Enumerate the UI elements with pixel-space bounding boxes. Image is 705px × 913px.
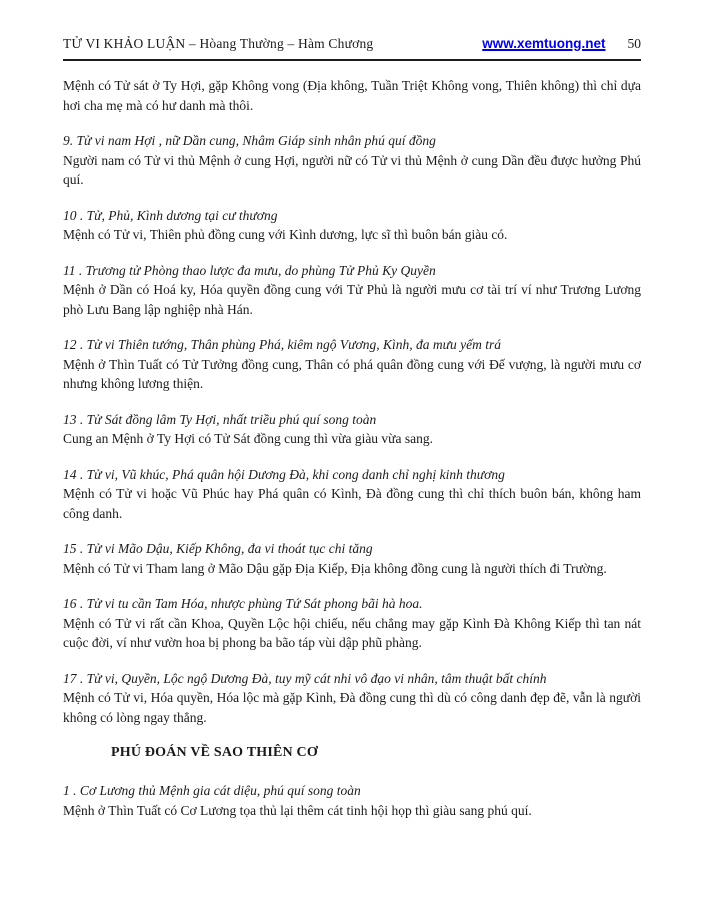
section-body: Mệnh ở Thìn Tuất có Cơ Lương tọa thủ lại thêm cát tinh hội họp thì giàu sang phú quí. bbox=[63, 802, 532, 818]
section-heading: 14 . Tử vi, Vũ khúc, Phá quân hội Dương Đà, khi cong danh chỉ nghị kinh thương bbox=[63, 466, 505, 482]
section-heading: 13 . Tử Sát đồng lâm Ty Hợi, nhất triều phú quí song toàn bbox=[63, 411, 377, 427]
section-10 bbox=[63, 206, 641, 245]
section-body: Cung an Mệnh ở Ty Hợi có Tử Sát đồng cung thì vừa giàu vừa sang. bbox=[63, 431, 433, 446]
section-body: Mệnh có Tử vi rất cần Khoa, Quyền Lộc hội chiếu, nếu chẳng may gặp Kình Đà Không Kiếp thì tan nát cuộc đời, ví như vườn hoa bị phong ba bão táp vùi dập phũ phàng. bbox=[63, 615, 641, 650]
page-header bbox=[63, 36, 641, 52]
section-thien-co-1 bbox=[63, 781, 641, 820]
page-number: 50 bbox=[627, 36, 641, 51]
header-title: TỬ VI KHẢO LUẬN – Hòang Thường – Hàm Chương bbox=[63, 36, 374, 51]
section-heading: 16 . Tử vi tu cần Tam Hóa, nhược phùng Tứ Sát phong bãi hà hoa. bbox=[63, 596, 423, 611]
header-divider bbox=[63, 59, 641, 61]
section-12 bbox=[63, 335, 641, 394]
section-body: Mệnh ở Thìn Tuất có Tử Tưởng đồng cung, Thân có phá quân đồng cung với Đế vượng, là người mưu cơ nhưng không lương thiện. bbox=[63, 356, 641, 391]
header-right-group bbox=[482, 36, 641, 52]
section-14 bbox=[63, 465, 641, 524]
section-body: Người nam có Tử vi thủ Mệnh ở cung Hợi, người nữ có Tử vi thủ Mệnh ở cung Dần đều được hưởng Phú quí. bbox=[63, 152, 641, 187]
section-body: Mệnh có Tử vi hoặc Vũ Phúc hay Phá quân có Kình, Đà đồng cung thì chỉ thích buôn bán, không ham công danh. bbox=[63, 486, 641, 521]
section-17 bbox=[63, 669, 641, 728]
section-9 bbox=[63, 131, 641, 190]
intro-paragraph: Mệnh có Tử sát ở Ty Hợi, gặp Không vong (Địa không, Tuần Triệt Không vong, Thiên không) thì chỉ dựa hơi cha mẹ mà có hư danh mà thôi. bbox=[63, 78, 641, 113]
section-heading: 9. Tử vi nam Hợi , nữ Dần cung, Nhâm Giáp sinh nhân phú quí đồng bbox=[63, 133, 436, 148]
section-13 bbox=[63, 410, 641, 449]
section-heading: 10 . Tử, Phủ, Kình dương tại cư thương bbox=[63, 207, 278, 223]
section-heading: 17 . Tử vi, Quyền, Lộc ngộ Dương Đà, tuy mỹ cát nhi vô đạo vi nhân, tâm thuật bất chính bbox=[63, 670, 547, 686]
section-heading: 12 . Tử vi Thiên tướng, Thân phùng Phá, kiêm ngộ Vương, Kình, đa mưu yếm trá bbox=[63, 337, 501, 352]
section-body: Mệnh ở Dần có Hoá ky, Hóa quyền đồng cung với Tử Phủ là người mưu cơ tài trí ví như Trương Lương phò Lưu Bang lập nghiệp nhà Hán. bbox=[63, 282, 641, 317]
section-heading: 11 . Trương tử Phòng thao lược đa mưu, do phùng Tử Phủ Ky Quyền bbox=[63, 262, 436, 278]
site-link[interactable]: www.xemtuong.net bbox=[482, 36, 606, 51]
section-heading: 1 . Cơ Lương thủ Mệnh gia cát diệu, phú quí song toàn bbox=[63, 783, 361, 798]
section-16 bbox=[63, 594, 641, 653]
section-body: Mệnh có Tử vi Tham lang ở Mão Dậu gặp Địa Kiếp, Địa không đồng cung là người thích đi Trường. bbox=[63, 560, 607, 576]
section-11 bbox=[63, 261, 641, 320]
section-body: Mệnh có Tử vi, Hóa quyền, Hóa lộc mà gặp Kình, Đà đồng cung thì dù có công danh đẹp đẽ, vẫn là người không có lòng ngay thẳng. bbox=[63, 690, 641, 725]
section-body: Mệnh có Tử vi, Thiên phủ đồng cung với Kình dương, lực sĩ thì buôn bán giàu có. bbox=[63, 227, 508, 242]
section-15 bbox=[63, 539, 641, 578]
section-heading: 15 . Tử vi Mão Dậu, Kiếp Không, đa vi thoát tục chi tăng bbox=[63, 541, 373, 556]
chapter-title: PHÚ ĐOÁN VỀ SAO THIÊN CƠ bbox=[111, 745, 318, 760]
